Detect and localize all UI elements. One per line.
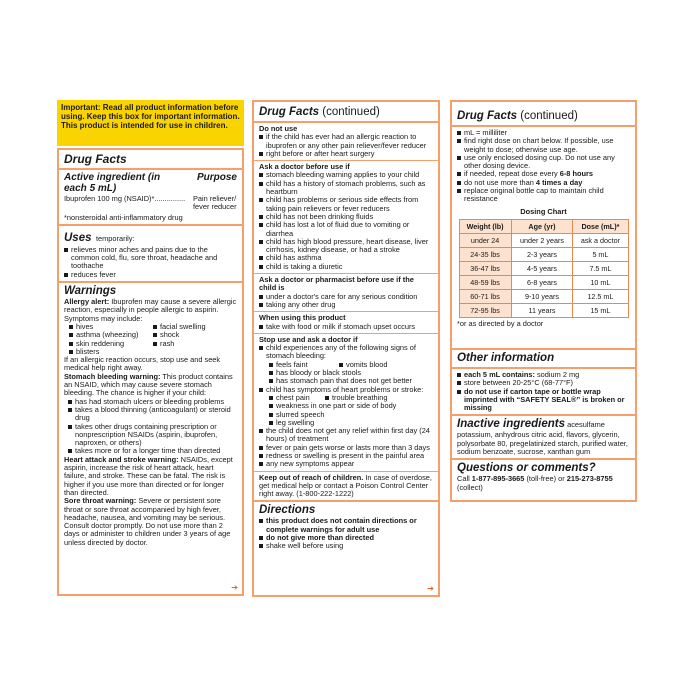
table-cell: 36-47 lbs (459, 261, 511, 275)
list-item: child has not been drinking fluids (259, 213, 433, 221)
table-cell: 24-35 lbs (459, 247, 511, 261)
list-item: has bloody or black stools (269, 369, 433, 377)
column-header: Dose (mL)* (573, 219, 628, 233)
drug-facts-continued-title: Drug Facts (continued) (259, 106, 380, 118)
dosing-instructions (457, 129, 630, 204)
list-item: take with food or milk if stomach upset occurs (259, 323, 433, 331)
warnings-heading: Warnings (64, 285, 117, 298)
ask-pharmacist-heading: Ask a doctor or pharmacist before use if the child is (259, 275, 414, 293)
table-cell: 48-59 lbs (459, 275, 511, 289)
uses-heading: Uses (64, 231, 92, 244)
list-item: taking any other drug (259, 301, 433, 309)
ask-doctor-heading: Ask a doctor before use if (259, 162, 350, 172)
list-item: find right dose on chart below. If possible, use weight to dose; otherwise use age. (457, 137, 630, 154)
dosing-chart-table (459, 219, 629, 318)
allergy-after: If an allergic reaction occurs, stop use and seek medical help right away. (64, 355, 221, 373)
table-cell: 11 years (511, 303, 573, 317)
table-cell: under 24 (459, 233, 511, 247)
table-cell: 5 mL (573, 247, 628, 261)
table-cell: 4-5 years (511, 261, 573, 275)
keep-out-of-reach: Keep out of reach of children. In case of overdose, get medical help or contact a Poison Control Center right away. (1-800-222-1222) (259, 472, 432, 499)
table-header-row (459, 219, 628, 233)
when-using-heading: When using this product (259, 313, 346, 323)
list-item: the child does not get any relief within first day (24 hours) of treatment (259, 427, 433, 444)
list-item: facial swelling (153, 323, 237, 331)
drug-facts-panel-1 (57, 148, 244, 596)
list-item: mL = milliliter (457, 129, 630, 137)
list-item: replace original bottle cap to maintain child resistance (457, 187, 630, 204)
table-cell: ask a doctor (573, 233, 628, 247)
table-cell: under 2 years (511, 233, 573, 247)
nsaid-footnote: *nonsteroidal anti-inflammatory drug (64, 212, 183, 222)
table-row (459, 233, 628, 247)
list-item: each 5 mL contains: sodium 2 mg (457, 371, 630, 379)
continue-arrow-icon: ➔ (427, 584, 434, 593)
directions-list (259, 517, 433, 550)
important-notice (57, 100, 244, 146)
table-cell: 10 mL (573, 275, 628, 289)
list-item: do not use if carton tape or bottle wrap imprinted with “SAFETY SEAL®” is broken or missing (457, 388, 630, 413)
list-item: trouble breathing (325, 394, 409, 402)
ask-doctor-list (259, 171, 433, 271)
table-row (459, 275, 628, 289)
stop-use-heading: Stop use and ask a doctor if (259, 334, 358, 344)
list-item: hives (69, 323, 153, 331)
list-item: if needed, repeat dose every 6-8 hours (457, 170, 630, 178)
list-item: relieves minor aches and pains due to the common cold, flu, sore throat, headache and toothache (64, 246, 237, 271)
list-item: if the child has ever had an allergic reaction to ibuprofen or any other pain reliever/fever reducer (259, 133, 433, 150)
when-using-list (259, 323, 433, 331)
dosing-chart-note: *or as directed by a doctor (457, 318, 544, 328)
questions-heading: Questions or comments? (457, 462, 596, 475)
continue-arrow-icon: ➔ (231, 583, 238, 592)
important-text: Important: Read all product information before using. Keep this box for important information. This product is intended for use in children. (61, 103, 240, 130)
list-item: has stomach pain that does not get better (269, 377, 433, 385)
drug-facts-continued-title: Drug Facts (continued) (457, 110, 578, 122)
heart-warning: Heart attack and stroke warning: NSAIDs, except aspirin, increase the risk of heart attack, heart failure, and stroke. These can be fatal. The risk is higher if you use more than directed or for longer than directed. (64, 454, 233, 497)
column-header: Weight (lb) (459, 219, 511, 233)
list-item: redness or swelling is present in the painful area (259, 452, 433, 460)
list-item: asthma (wheezing) (69, 331, 153, 339)
list-item: stomach bleeding warning applies to your child (259, 171, 433, 179)
symptom-list (69, 323, 237, 356)
contact-info: Call 1-877-895-3665 (toll-free) or 215-273-8755 (collect) (457, 474, 613, 492)
ingredient-name: Ibuprofen 100 mg (NSAID)*............... (64, 194, 186, 203)
table-cell: 7.5 mL (573, 261, 628, 275)
list-item: child has symptoms of heart problems or stroke: (259, 386, 433, 394)
list-item: reduces fever (64, 271, 237, 279)
list-item: store between 20-25°C (68-77°F) (457, 379, 630, 387)
stomach-list (64, 398, 237, 456)
dosing-panel (450, 100, 637, 350)
table-cell: 60-71 lbs (459, 289, 511, 303)
column-1 (57, 100, 244, 596)
do-not-use-list (259, 133, 433, 158)
list-item: any new symptoms appear (259, 460, 433, 468)
list-item: child has asthma (259, 254, 433, 262)
inactive-ingredients: Inactive ingredients acesulfame potassium, anhydrous citric acid, flavors, glycerin, polysorbate 80, pregelatinized starch, purified water, sodium benzoate, sucrose, xanthan gum (457, 418, 628, 457)
do-not-use-heading: Do not use (259, 124, 298, 133)
list-item: weakness in one part or side of body (269, 402, 433, 410)
table-row (459, 247, 628, 261)
list-item: under a doctor's care for any serious condition (259, 293, 433, 301)
list-item: skin reddening (69, 340, 153, 348)
list-item: child experiences any of the following signs of stomach bleeding: (259, 344, 433, 361)
list-item: do not use more than 4 times a day (457, 179, 630, 187)
table-row (459, 289, 628, 303)
list-item: slurred speech (269, 411, 433, 419)
sore-throat-warning: Sore throat warning: Severe or persistent sore throat or sore throat accompanied by high fever, headache, nausea, and vomiting may be serious. Consult doctor promptly. Do not use more than 2 days or administer to children under 3 years of age unless directed by doctor. (64, 496, 231, 547)
uses-list (64, 246, 237, 279)
active-ingredient-heading: Active ingredient (in each 5 mL) (64, 172, 161, 194)
allergy-alert: Allergy alert: Ibuprofen may cause a severe allergic reaction, especially in people allergic to aspirin. Symptoms may include: (64, 297, 237, 323)
table-row (459, 261, 628, 275)
list-item: shake well before using (259, 542, 433, 550)
drug-facts-title: Drug Facts (64, 152, 127, 166)
list-item: blisters (69, 348, 153, 356)
list-item: right before or after heart surgery (259, 150, 433, 158)
column-2-panel (252, 100, 440, 597)
table-cell: 72-95 lbs (459, 303, 511, 317)
list-item: takes other drugs containing prescription or nonprescription NSAIDs (aspirin, ibuprofen, naproxen, or others) (68, 423, 237, 448)
table-cell: 15 mL (573, 303, 628, 317)
list-item: child has a history of stomach problems, such as heartburn (259, 180, 433, 197)
column-3 (450, 100, 637, 502)
ask-pharmacist-list (259, 293, 433, 310)
other-info-panel (450, 350, 637, 502)
table-cell: 9-10 years (511, 289, 573, 303)
other-information-heading: Other information (457, 352, 555, 364)
list-item: child has problems or serious side effects from taking pain relievers or fever reducers (259, 196, 433, 213)
list-item: takes more or for a longer time than directed (68, 447, 237, 455)
list-item: feels faint (269, 361, 339, 369)
list-item: shock (153, 331, 237, 339)
table-cell: 12.5 mL (573, 289, 628, 303)
table-row (459, 303, 628, 317)
list-item: has had stomach ulcers or bleeding problems (68, 398, 237, 406)
dosing-chart-title: Dosing Chart (520, 206, 567, 216)
list-item: this product does not contain directions or complete warnings for adult use (259, 517, 433, 534)
table-cell: 2-3 years (511, 247, 573, 261)
list-item: takes a blood thinning (anticoagulant) or steroid drug (68, 406, 237, 423)
list-item: child has high blood pressure, heart disease, liver cirrhosis, kidney disease, or had a stroke (259, 238, 433, 255)
stomach-warning: Stomach bleeding warning: This product contains an NSAID, which may cause severe stomach bleeding. The chance is higher if your child: (64, 371, 233, 398)
purpose-text: Pain reliever/ fever reducer (193, 194, 237, 212)
list-item: child is taking a diuretic (259, 263, 433, 271)
stop-use-list (259, 344, 433, 361)
table-cell: 6-8 years (511, 275, 573, 289)
heart-signs-list (269, 402, 433, 427)
list-item: child has lost a lot of fluid due to vomiting or diarrhea (259, 221, 433, 238)
list-item: chest pain (269, 394, 325, 402)
list-item: use only enclosed dosing cup. Do not use any other dosing device. (457, 154, 630, 171)
uses-intro: temporarily: (95, 233, 135, 243)
list-item: do not give more than directed (259, 534, 433, 542)
list-item: fever or pain gets worse or lasts more than 3 days (259, 444, 433, 452)
purpose-heading: Purpose (196, 172, 237, 183)
column-header: Age (yr) (511, 219, 573, 233)
list-item: vomits blood (339, 361, 409, 369)
stomach-signs-list (269, 369, 433, 386)
other-info-list (457, 371, 630, 412)
directions-heading: Directions (259, 504, 316, 517)
list-item: rash (153, 340, 237, 348)
stop-use-list-3 (259, 427, 433, 468)
list-item: leg swelling (269, 419, 433, 427)
